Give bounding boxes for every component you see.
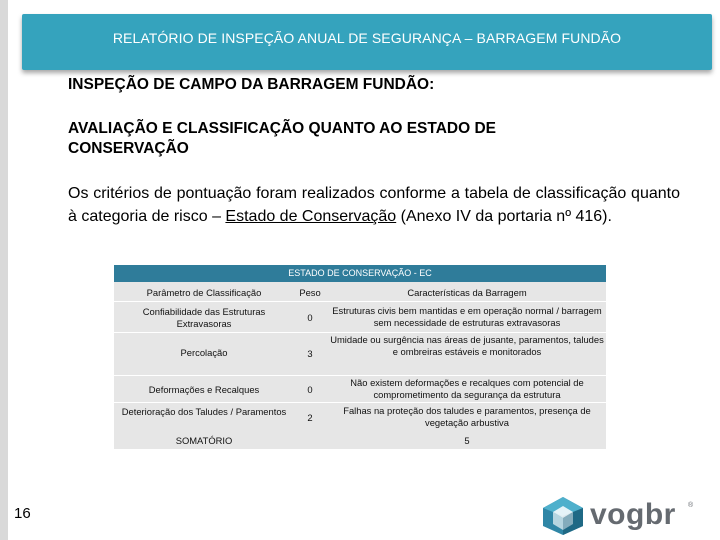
row-4-caracteristicas: Falhas na proteção dos taludes e paramentos, presença de vegetação arbustiva: [343, 405, 591, 428]
row-3-peso: 0: [307, 384, 313, 395]
vogbr-logo: [540, 496, 710, 536]
report-title: RELATÓRIO DE INSPEÇÃO ANUAL DE SEGURANÇA – BARRAGEM FUNDÃO: [112, 30, 622, 46]
vogbr-logo-mark-icon: [540, 496, 586, 536]
row-2-caracteristicas: Umidade ou surgência nas áreas de jusante, paramentos, taludes e ombreiras estáveis e monitorados: [330, 334, 604, 357]
conservation-table: [114, 265, 606, 449]
subheading-line-1: AVALIAÇÃO E CLASSIFICAÇÃO QUANTO AO ESTADO DE: [68, 120, 496, 137]
section-heading: INSPEÇÃO DE CAMPO DA BARRAGEM FUNDÃO:: [68, 76, 435, 93]
row-1-caracteristicas: Estruturas civis bem mantidas e em operação normal / barragem sem necessidade de estruturas extravasoras: [332, 305, 602, 328]
row-1-peso: 0: [307, 312, 313, 323]
row-separator: [114, 301, 606, 302]
row-2-parametro: Percolação: [180, 347, 228, 358]
section-subheading: [68, 119, 680, 159]
row-separator: [114, 402, 606, 403]
criteria-paragraph: [68, 182, 680, 228]
estado-conservacao-link[interactable]: Estado de Conservação: [225, 208, 397, 225]
row-1-parametro: Confiabilidade das Estruturas Extravasoras: [142, 306, 266, 329]
column-header-parametro: Parâmetro de Classificação: [146, 287, 262, 298]
paragraph-text-end: (Anexo IV da portaria nº 416).: [396, 208, 612, 225]
row-separator: [114, 332, 606, 333]
row-2-peso: 3: [307, 348, 313, 359]
row-3-parametro: Deformações e Recalques: [148, 384, 260, 395]
total-value: 5: [464, 435, 470, 446]
left-edge-bar: [0, 0, 8, 540]
row-4-parametro: Deterioração dos Taludes / Paramentos: [121, 406, 287, 417]
column-header-peso: Peso: [299, 287, 321, 298]
paragraph-text-start: Os critérios de pontuação foram realizados conforme a tabela de classificação quanto à categoria de risco –: [68, 185, 680, 225]
table-title: ESTADO DE CONSERVAÇÃO - EC: [114, 265, 606, 282]
page-number: 16: [14, 505, 31, 522]
logo-text: vogbr: [590, 498, 676, 531]
subheading-line-2: CONSERVAÇÃO: [68, 140, 189, 157]
logo-registered-mark: ®: [688, 502, 694, 509]
title-banner: [22, 14, 712, 70]
row-4-peso: 2: [307, 412, 313, 423]
column-header-caracteristicas: Características da Barragem: [407, 287, 527, 298]
row-separator: [114, 375, 606, 376]
total-label: SOMATÓRIO: [175, 435, 233, 446]
row-3-caracteristicas: Não existem deformações e recalques com potencial de comprometimento da segurança da estrutura: [350, 377, 584, 400]
